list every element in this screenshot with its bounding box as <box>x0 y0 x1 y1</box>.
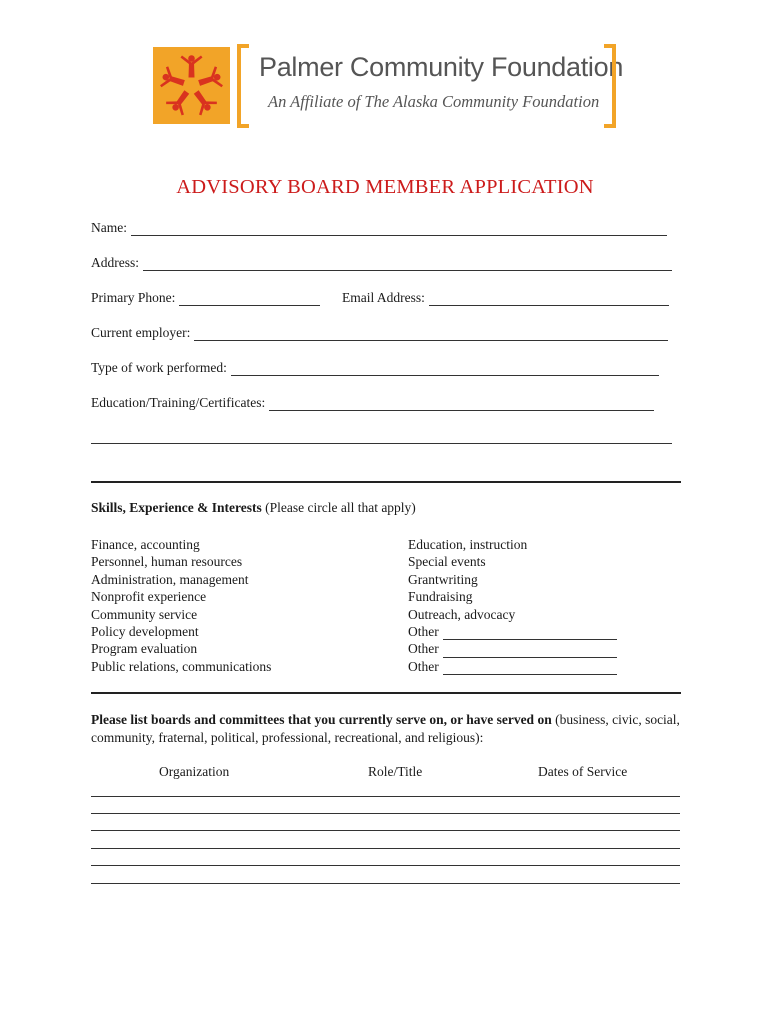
foundation-logo <box>153 44 624 130</box>
skill-item[interactable]: Grantwriting <box>408 571 478 587</box>
skill-item[interactable]: Program evaluation <box>91 641 198 657</box>
employer-field[interactable] <box>91 325 668 341</box>
skill-other-row[interactable] <box>408 623 617 640</box>
column-header-organization: Organization <box>159 764 230 779</box>
board-entry-line[interactable] <box>91 813 680 814</box>
primary-phone-input-line[interactable] <box>179 293 320 306</box>
skill-item[interactable]: Education, instruction <box>408 537 528 552</box>
skill-item[interactable]: Outreach, advocacy <box>408 606 516 622</box>
address-input-line[interactable] <box>143 258 672 271</box>
employer-label: Current employer: <box>91 325 191 340</box>
work-type-label: Type of work performed: <box>91 360 227 375</box>
section-divider <box>91 692 681 694</box>
skills-heading <box>91 500 416 516</box>
skill-item[interactable]: Special events <box>408 554 486 570</box>
education-input-line[interactable] <box>269 398 654 411</box>
column-header-role: Role/Title <box>368 764 423 779</box>
work-type-field[interactable] <box>91 360 659 376</box>
board-entry-line[interactable] <box>91 848 680 849</box>
address-label: Address: <box>91 255 139 270</box>
primary-phone-label: Primary Phone: <box>91 290 176 305</box>
name-input-line[interactable] <box>131 223 667 236</box>
skills-heading-note: (Please circle all that apply) <box>265 500 416 515</box>
skill-other-row[interactable] <box>408 640 617 657</box>
name-field[interactable] <box>91 220 667 236</box>
education-continuation-line[interactable] <box>91 443 672 444</box>
form-title: ADVISORY BOARD MEMBER APPLICATION <box>176 176 594 198</box>
board-entry-line[interactable] <box>91 883 680 884</box>
skill-other-label: Other <box>408 624 439 640</box>
skill-item[interactable]: Personnel, human resources <box>91 554 243 570</box>
logo-subtitle: An Affiliate of The Alaska Community Foundation <box>268 92 600 111</box>
board-entry-line[interactable] <box>91 796 680 797</box>
boards-prompt-bold: Please list boards and committees that you currently serve on, or have served on <box>91 712 552 727</box>
skill-item[interactable]: Fundraising <box>408 589 473 605</box>
skill-other-label: Other <box>408 658 439 674</box>
email-label: Email Address: <box>342 290 425 305</box>
skills-right-column <box>408 536 617 675</box>
left-bracket <box>237 44 249 128</box>
board-entry-line[interactable] <box>91 865 680 866</box>
star-people-logo-icon <box>153 47 230 124</box>
email-field[interactable] <box>342 290 669 306</box>
employer-input-line[interactable] <box>194 328 668 341</box>
education-field[interactable] <box>91 395 654 411</box>
skill-item[interactable]: Finance, accounting <box>91 537 200 552</box>
boards-prompt-rest: (business, civic, social, community, fraternal, political, professional, recreational, and religious): <box>91 712 680 745</box>
logo-title: Palmer Community Foundation <box>259 52 624 82</box>
skill-item[interactable]: Administration, management <box>91 571 249 587</box>
skill-item[interactable]: Nonprofit experience <box>91 589 207 605</box>
skill-other-input-line[interactable] <box>443 645 617 658</box>
boards-prompt <box>91 711 681 747</box>
skill-other-label: Other <box>408 641 439 657</box>
address-field[interactable] <box>91 255 672 271</box>
skill-item[interactable]: Policy development <box>91 624 199 640</box>
skill-item[interactable]: Community service <box>91 606 198 622</box>
education-label: Education/Training/Certificates: <box>91 395 266 410</box>
work-type-input-line[interactable] <box>231 363 659 376</box>
section-divider <box>91 481 681 483</box>
right-bracket <box>604 44 616 128</box>
board-entry-line[interactable] <box>91 830 680 831</box>
skill-item[interactable]: Public relations, communications <box>91 658 272 674</box>
skill-other-input-line[interactable] <box>443 662 617 675</box>
skills-heading-title: Skills, Experience & Interests <box>91 500 262 515</box>
skills-left-column <box>91 536 271 675</box>
email-input-line[interactable] <box>429 293 669 306</box>
name-label: Name: <box>91 220 127 235</box>
column-header-dates: Dates of Service <box>538 764 628 779</box>
skill-other-row[interactable] <box>408 658 617 675</box>
skill-other-input-line[interactable] <box>443 627 617 640</box>
primary-phone-field[interactable] <box>91 290 320 306</box>
